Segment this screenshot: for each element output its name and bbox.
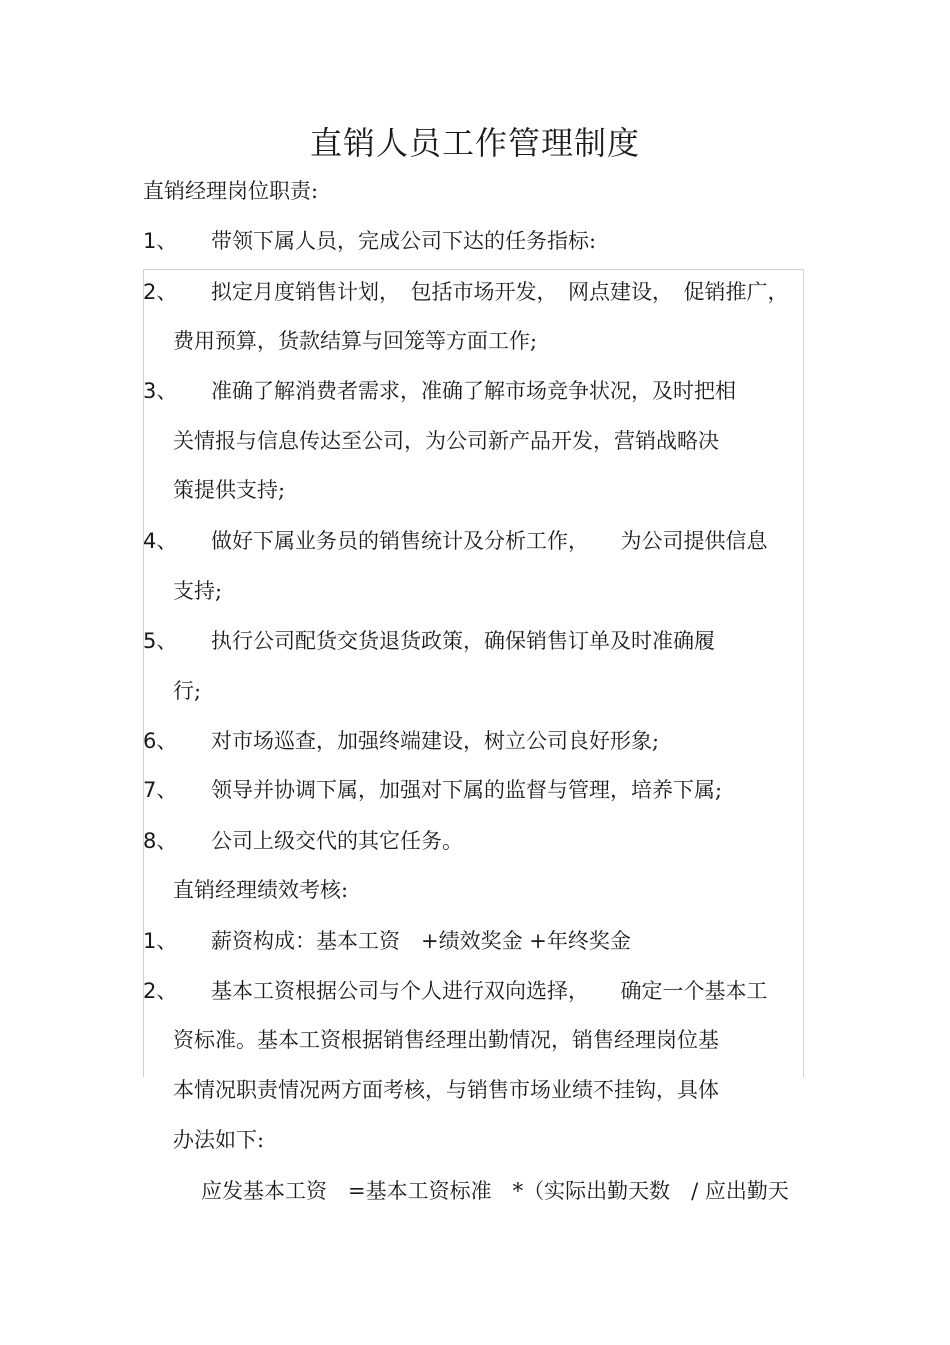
duty-number: 8、	[143, 829, 178, 853]
assessment-number: 2、	[143, 979, 178, 1003]
assessment-text-continued: 办法如下:	[173, 1128, 265, 1152]
duty-text-continued: 策提供支持;	[173, 478, 286, 502]
assessment-text: 薪资构成：基本工资 +绩效奖金 +年终奖金	[211, 929, 631, 953]
section-heading-assessment: 直销经理绩效考核:	[173, 878, 349, 902]
duty-text: 对市场巡查，加强终端建设，树立公司良好形象;	[211, 729, 660, 753]
frame-border-right	[803, 269, 804, 1077]
duty-text: 带领下属人员，完成公司下达的任务指标:	[211, 229, 597, 253]
duty-number: 6、	[143, 729, 178, 753]
duty-text: 公司上级交代的其它任务。	[211, 829, 463, 853]
salary-formula: 应发基本工资 =基本工资标准 *（实际出勤天数 / 应出勤天	[201, 1179, 789, 1203]
document-title: 直销人员工作管理制度	[309, 124, 640, 162]
duty-number: 5、	[143, 629, 178, 653]
assessment-text: 基本工资根据公司与个人进行双向选择， 确定一个基本工	[211, 979, 768, 1003]
duty-text: 做好下属业务员的销售统计及分析工作， 为公司提供信息	[211, 529, 768, 553]
duty-text: 执行公司配货交货退货政策，确保销售订单及时准确履	[211, 629, 715, 653]
duty-text-continued: 关情报与信息传达至公司，为公司新产品开发，营销战略决	[173, 429, 719, 453]
frame-border-top	[143, 269, 803, 270]
duty-text: 领导并协调下属，加强对下属的监督与管理，培养下属;	[211, 778, 723, 802]
duty-text: 准确了解消费者需求，准确了解市场竞争状况，及时把相	[211, 379, 736, 403]
duty-text-continued: 行;	[173, 679, 202, 703]
duty-number: 2、	[143, 280, 178, 304]
assessment-number: 1、	[143, 929, 178, 953]
duty-text: 拟定月度销售计划， 包括市场开发， 网点建设， 促销推广，	[211, 280, 789, 304]
duty-text-continued: 支持;	[173, 579, 223, 603]
duty-number: 4、	[143, 529, 178, 553]
duty-number: 3、	[143, 379, 178, 403]
assessment-text-continued: 本情况职责情况两方面考核，与销售市场业绩不挂钩，具体	[173, 1078, 719, 1102]
section-heading-duties: 直销经理岗位职责:	[143, 179, 319, 203]
assessment-text-continued: 资标准。基本工资根据销售经理出勤情况，销售经理岗位基	[173, 1028, 719, 1052]
duty-number: 7、	[143, 778, 178, 802]
duty-number: 1、	[143, 229, 178, 253]
duty-text-continued: 费用预算，货款结算与回笼等方面工作;	[173, 329, 538, 353]
